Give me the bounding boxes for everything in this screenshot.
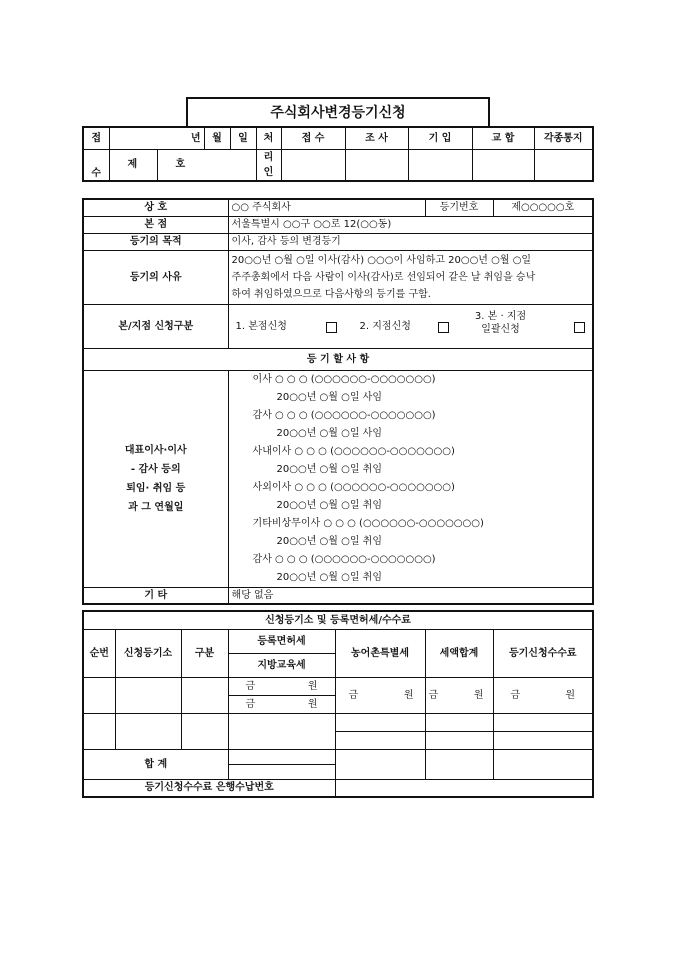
- item-line: 감사 ○ ○ ○ (○○○○○○-○○○○○○○): [252, 553, 436, 565]
- col-type: 구분: [181, 629, 228, 677]
- hq-label: 본 점: [83, 216, 228, 233]
- item-line: 20○○년 ○월 ○일 사임: [276, 427, 382, 439]
- purpose-label: 등기의 목적: [83, 233, 228, 250]
- receipt-ho-label: 호: [157, 149, 256, 181]
- reg-no-value[interactable]: 제○○○○○호: [493, 199, 593, 216]
- reason-label: 등기의 사유: [83, 250, 228, 304]
- reason-value[interactable]: [228, 250, 593, 304]
- reg-no-label: 등기번호: [425, 199, 493, 216]
- receipt-cell-jeopsu[interactable]: [281, 149, 345, 181]
- fee-row1-no[interactable]: [83, 677, 115, 713]
- items-lines[interactable]: [228, 370, 593, 587]
- receipt-cell-giip[interactable]: [408, 149, 472, 181]
- receipt-header-giip: 기 입: [408, 127, 472, 149]
- item-line: 20○○년 ○월 ○일 사임: [276, 391, 382, 403]
- fee-table: [82, 610, 594, 798]
- fee-row1-office[interactable]: [115, 677, 181, 713]
- item-line: 기타비상무이사 ○ ○ ○ (○○○○○○-○○○○○○○): [252, 517, 484, 529]
- receipt-cell-notice[interactable]: [534, 149, 593, 181]
- fees-header: 신청등기소 및 등록면허세/수수료: [83, 611, 593, 629]
- receipt-year-label: 년: [109, 127, 204, 149]
- fee-row2-type[interactable]: [181, 713, 228, 749]
- bank-value[interactable]: [335, 779, 593, 797]
- col-no: 순번: [83, 629, 115, 677]
- receipt-month-label: 월: [204, 127, 230, 149]
- sangho-label: 상 호: [83, 199, 228, 216]
- fee-row1-fee[interactable]: 금 원: [493, 677, 593, 713]
- hq-value[interactable]: 서울특별시 ○○구 ○○로 12(○○동): [228, 216, 593, 233]
- fee-row1-edu-tax[interactable]: 금 원: [228, 695, 335, 713]
- sum-rural-tax[interactable]: [335, 749, 425, 779]
- branch-opt3-checkbox[interactable]: [574, 322, 585, 333]
- sum-label: 합 계: [83, 749, 228, 779]
- form-title: 주식회사변경등기신청: [186, 97, 490, 126]
- main-form-table: [82, 198, 594, 605]
- item-line: 사내이사 ○ ○ ○ (○○○○○○-○○○○○○○): [252, 445, 455, 457]
- branch-options: [228, 304, 593, 348]
- fee-row1-rural-tax[interactable]: 금 원: [335, 677, 425, 713]
- branch-label: 본/지점 신청구분: [83, 304, 228, 348]
- col-total-tax: 세액합계: [425, 629, 493, 677]
- receipt-jeop-label: 접: [83, 127, 109, 149]
- sum-fee[interactable]: [493, 749, 593, 779]
- item-line: 20○○년 ○월 ○일 취임: [276, 535, 382, 547]
- other-value[interactable]: 해당 없음: [228, 587, 593, 604]
- fee-row2-reg-tax[interactable]: [228, 713, 335, 749]
- fee-row2-fee[interactable]: [493, 713, 593, 731]
- receipt-cell-gyohap[interactable]: [472, 149, 534, 181]
- item-line: 20○○년 ○월 ○일 취임: [276, 499, 382, 511]
- receipt-header-notice: 각종통지: [534, 127, 593, 149]
- fee-row2-no[interactable]: [83, 713, 115, 749]
- item-line: 이사 ○ ○ ○ (○○○○○○-○○○○○○○): [252, 373, 436, 385]
- fee-row2-total-tax-b[interactable]: [425, 731, 493, 749]
- receipt-cheori-label-2: 리 인: [256, 149, 281, 181]
- col-rural-tax: 농어촌특별세: [335, 629, 425, 677]
- receipt-header-josa: 조 사: [345, 127, 408, 149]
- fee-row2-rural-tax-b[interactable]: [335, 731, 425, 749]
- items-header: 등 기 할 사 항: [83, 348, 593, 370]
- branch-opt2-checkbox[interactable]: [438, 322, 449, 333]
- fee-row1-reg-tax[interactable]: 금 원: [228, 677, 335, 695]
- sum-edu-tax[interactable]: [228, 764, 335, 779]
- fee-row2-office[interactable]: [115, 713, 181, 749]
- item-line: 20○○년 ○월 ○일 취임: [276, 571, 382, 583]
- receipt-su-label: 수: [83, 149, 109, 181]
- receipt-table: [82, 126, 594, 182]
- col-reg-tax: 등록면허세: [228, 629, 335, 653]
- receipt-header-gyohap: 교 합: [472, 127, 534, 149]
- sum-reg-tax[interactable]: [228, 749, 335, 764]
- receipt-cell-josa[interactable]: [345, 149, 408, 181]
- col-edu-tax: 지방교육세: [228, 653, 335, 677]
- reason-line: 하여 취임하였으므로 다음사항의 등기를 구함.: [231, 288, 431, 300]
- col-office: 신청등기소: [115, 629, 181, 677]
- purpose-value[interactable]: 이사, 감사 등의 변경등기: [228, 233, 593, 250]
- bank-label: 등기신청수수료 은행수납번호: [83, 779, 335, 797]
- reason-line: 주주총회에서 다음 사람이 이사(감사)로 선임되어 같은 날 취임을 승낙: [231, 271, 536, 283]
- fee-row1-type[interactable]: [181, 677, 228, 713]
- branch-opt3-label: 3. 본 · 지점 일괄신청: [474, 311, 527, 335]
- fee-row1-total-tax[interactable]: 금 원: [425, 677, 493, 713]
- receipt-header-jeopsu: 접 수: [281, 127, 345, 149]
- receipt-day-label: 일: [230, 127, 256, 149]
- item-line: 20○○년 ○월 ○일 취임: [276, 463, 382, 475]
- fee-row2-fee-b[interactable]: [493, 731, 593, 749]
- receipt-cheori-label: 처: [256, 127, 281, 149]
- sangho-value[interactable]: ○○ 주식회사: [228, 199, 425, 216]
- reason-line: 20○○년 ○월 ○일 이사(감사) ○○○이 사임하고 20○○년 ○월 ○일: [231, 254, 532, 266]
- branch-opt2-label: 2. 지점신청: [359, 321, 411, 332]
- other-label: 기 타: [83, 587, 228, 604]
- fee-row2-rural-tax[interactable]: [335, 713, 425, 731]
- sum-total-tax[interactable]: [425, 749, 493, 779]
- item-line: 감사 ○ ○ ○ (○○○○○○-○○○○○○○): [252, 409, 436, 421]
- col-fee: 등기신청수수료: [493, 629, 593, 677]
- items-left-label: 대표이사·이사 - 감사 등의 퇴임· 취임 등 과 그 연월일: [83, 370, 228, 587]
- branch-opt1-label: 1. 본점신청: [235, 321, 287, 332]
- branch-opt1-checkbox[interactable]: [326, 322, 337, 333]
- fee-row2-total-tax[interactable]: [425, 713, 493, 731]
- item-line: 사외이사 ○ ○ ○ (○○○○○○-○○○○○○○): [252, 481, 455, 493]
- receipt-je-label: 제: [109, 149, 157, 181]
